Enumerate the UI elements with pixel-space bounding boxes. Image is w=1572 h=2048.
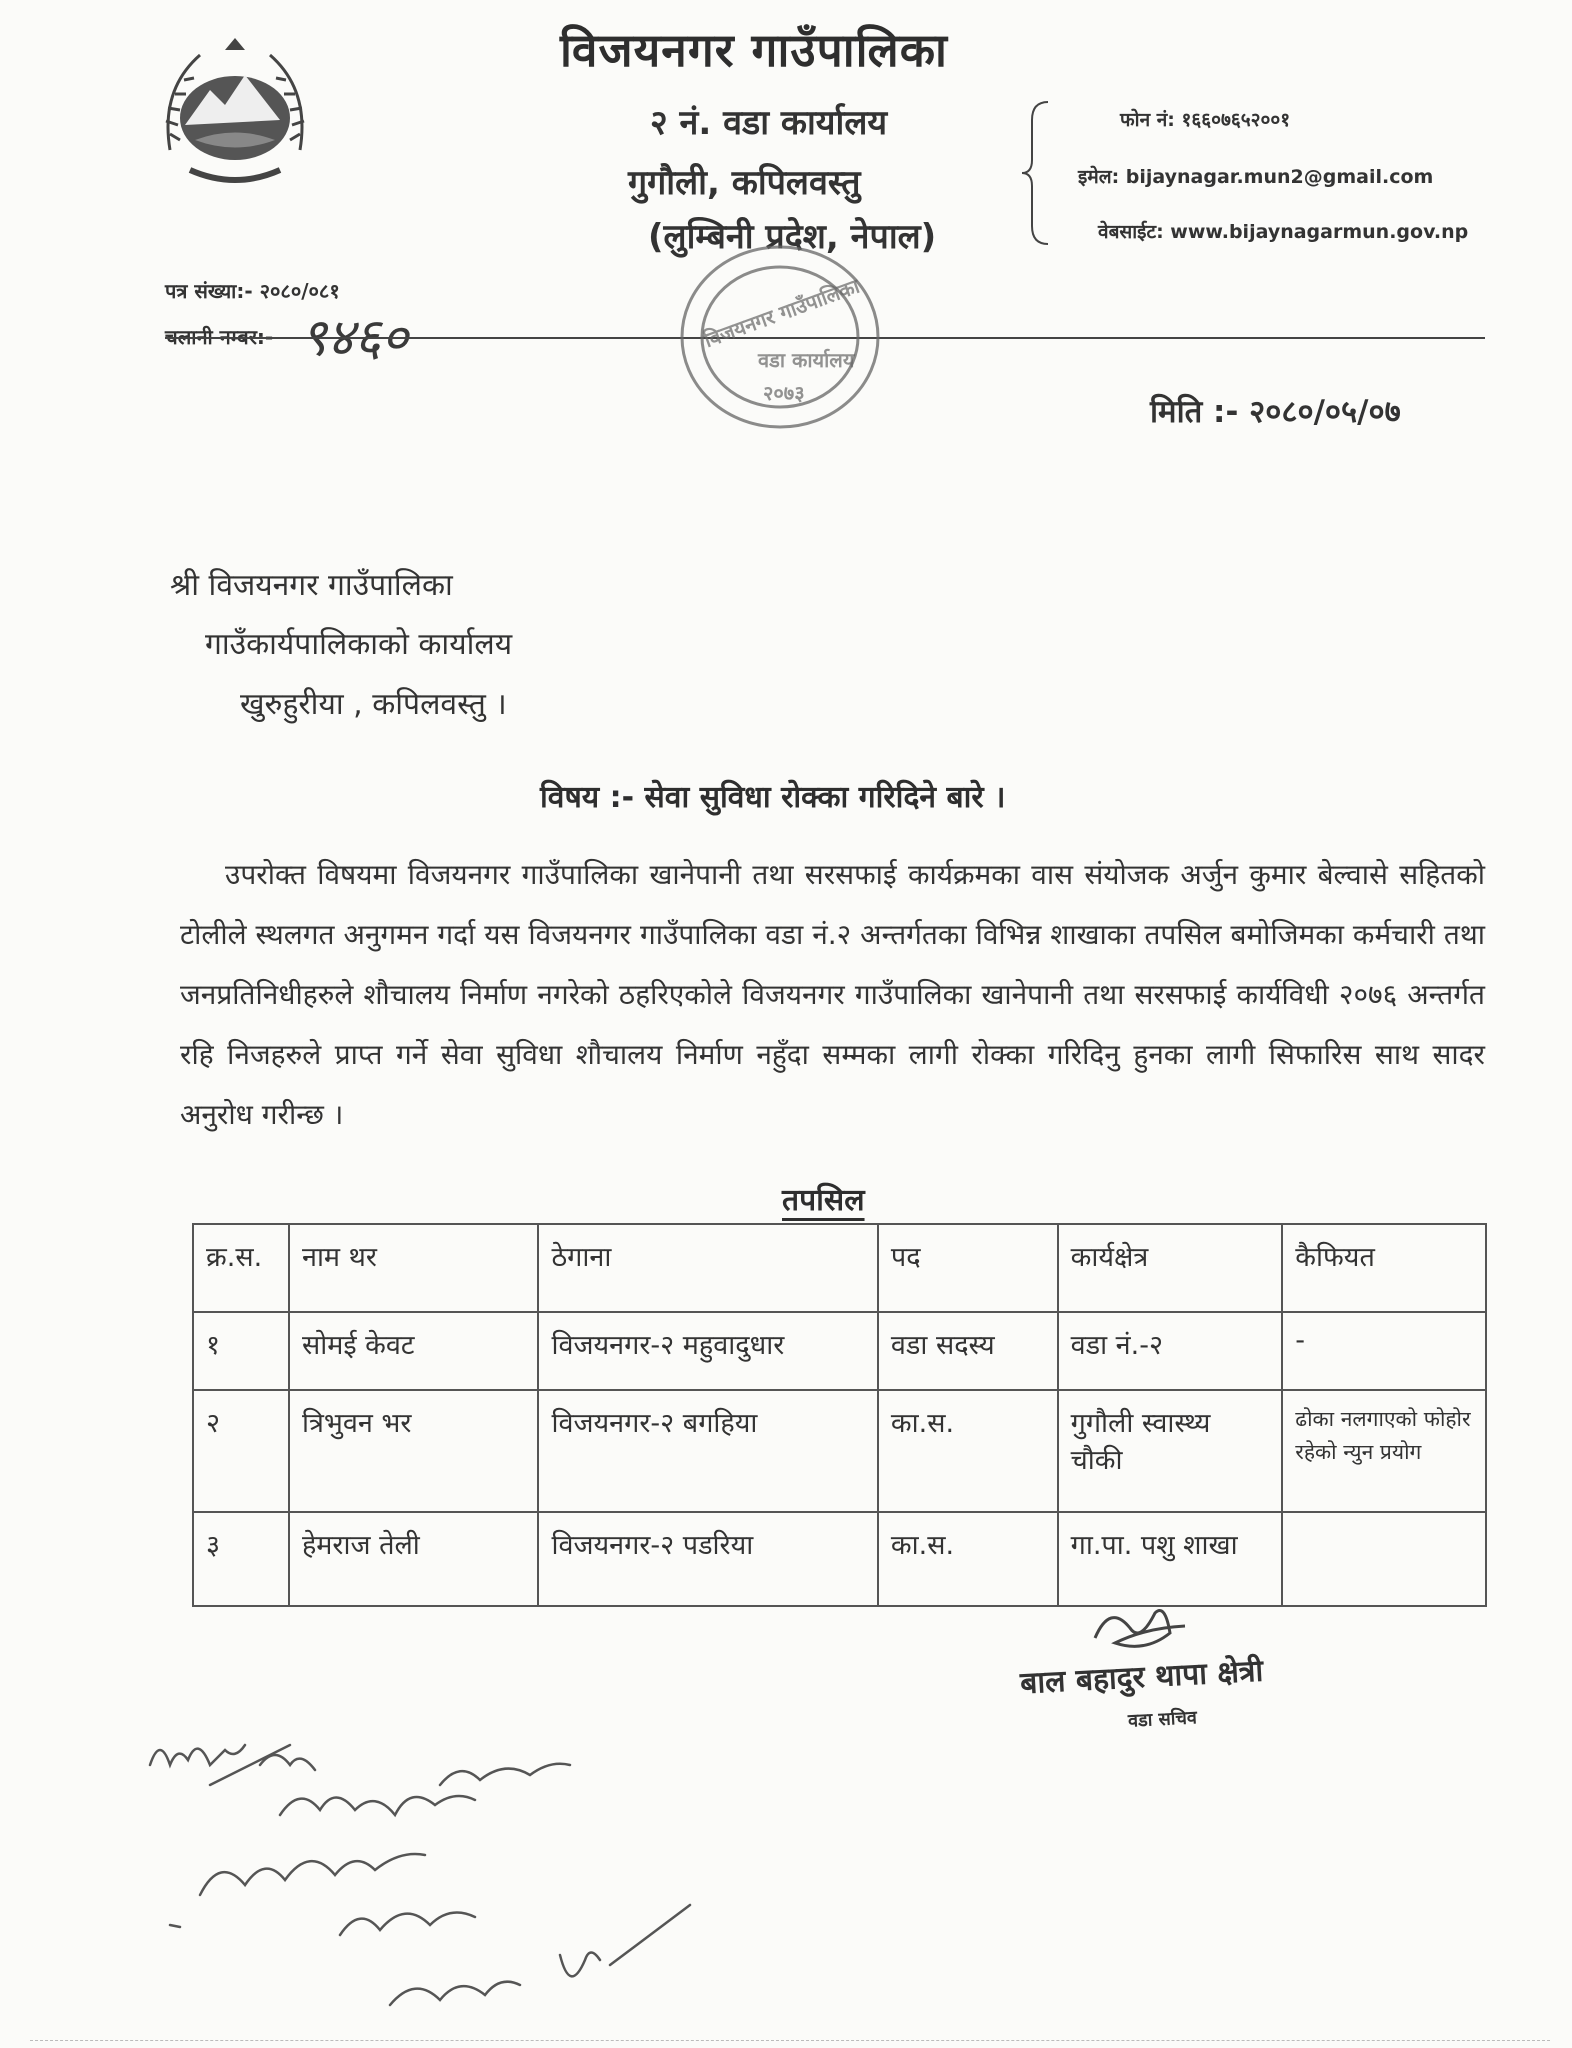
cell-serial: २ [193,1390,289,1512]
signatory-post: वडा सचिव [1127,1707,1198,1732]
letter-body: उपरोक्त विषयमा विजयनगर गाउँपालिका खानेपानी तथा सरसफाई कार्यक्रमका वास संयोजक अर्जुन कुमार बेल्वासे सहितको टोलीले स्थलगत अनुगमन गर्दा यस विजयनगर गाउँपालिका वडा नं.२ अन्तर्गतका विभिन्न शाखाका तपसिल बमोजिमका कर्मचारी तथा जनप्रतिनिधीहरुले शौचालय निर्माण नगरेको ठहरिएकोले विजयनगर गाउँपालिका खानेपानी तथा सरसफाई कार्यविधी २०७६ अन्तर्गत रहि निजहरुले प्राप्त गर्ने सेवा सुविधा शौचालय निर्माण नहुँदा सम्मका लागी रोक्का गरिदिनु हुनका लागी सिफारिस साथ सादर अनुरोध गरीन्छ । [180,858,1485,1131]
cell-name: त्रिभुवन भर [289,1390,539,1512]
table-row [193,1390,1486,1512]
cell-address: विजयनगर-२ बगहिया [538,1390,877,1512]
cell-remarks [1282,1512,1486,1606]
col-workplace: कार्यक्षेत्र [1058,1224,1283,1312]
email-address: इमेल: bijaynagar.mun2@gmail.com [1078,166,1434,188]
chalani-number: ९४६० [300,308,409,368]
office-province: (लुम्बिनी प्रदेश, नेपाल) [648,217,937,257]
nepal-emblem-logo [150,30,320,200]
ward-office-name: २ नं. वडा कार्यालय [650,103,888,143]
footer-edge [30,2040,1550,2041]
cell-remarks: ढोका नलगाएको फोहोर रहेको न्युन प्रयोग [1282,1390,1486,1512]
details-table [192,1223,1487,1607]
website-address: वेबसाईट: www.bijaynagarmun.gov.np [1098,221,1469,243]
col-remarks: कैफियत [1282,1224,1486,1312]
cell-post: वडा सदस्य [878,1312,1058,1390]
col-serial: क्र.स. [193,1224,289,1312]
letter-subject: विषय :- सेवा सुविधा रोक्का गरिदिने बारे । [540,780,1006,815]
phone-number: फोन नं: १६६०७६५२००१ [1120,109,1291,131]
cell-serial: ३ [193,1512,289,1606]
svg-text:२०७३: २०७३ [763,381,805,405]
table-row [193,1312,1486,1390]
cell-address: विजयनगर-२ महुवादुधार [538,1312,877,1390]
col-name: नाम थर [289,1224,539,1312]
cell-workplace: गा.पा. पशु शाखा [1058,1512,1283,1606]
cell-post: का.स. [878,1512,1058,1606]
signature-scribble [1085,1598,1195,1658]
letter-date: मिति :- २०८०/०५/०७ [1150,394,1401,430]
svg-text:वडा कार्यालय: वडा कार्यालय [758,348,855,372]
chalani-label: चलानी नम्बर:- [165,325,274,349]
contact-brace [1020,100,1050,246]
cell-workplace: गुगौली स्वास्थ्य चौकी [1058,1390,1283,1512]
signatory-name: बाल बहादुर थापा क्षेत्री [1019,1653,1265,1702]
addressee-line-1: श्री विजयनगर गाउँपालिका [170,568,453,603]
col-address: ठेगाना [538,1224,877,1312]
addressee-line-3: खुरुहुरीया , कपिलवस्तु । [240,687,507,722]
cell-post: का.स. [878,1390,1058,1512]
municipality-title: विजयनगर गाउँपालिका [560,23,948,77]
office-stamp [668,232,898,442]
cell-name: सोमई केवट [289,1312,539,1390]
office-address: गुगौली, कपिलवस्तु [628,163,861,203]
cell-workplace: वडा नं.-२ [1058,1312,1283,1390]
table-header-row [193,1224,1486,1312]
cell-address: विजयनगर-२ पडरिया [538,1512,877,1606]
handwritten-notes [140,1725,700,2025]
table-caption: तपसिल [782,1183,865,1218]
cell-serial: १ [193,1312,289,1390]
cell-name: हेमराज तेली [289,1512,539,1606]
cell-remarks: - [1282,1312,1486,1390]
addressee-line-2: गाउँकार्यपालिकाको कार्यालय [205,627,513,662]
letter-number: पत्र संख्या:- २०८०/०८१ [165,279,340,303]
table-row [193,1512,1486,1606]
col-post: पद [878,1224,1058,1312]
svg-text:विजयनगर गाउँपालिका: विजयनगर गाउँपालिका [700,273,863,353]
